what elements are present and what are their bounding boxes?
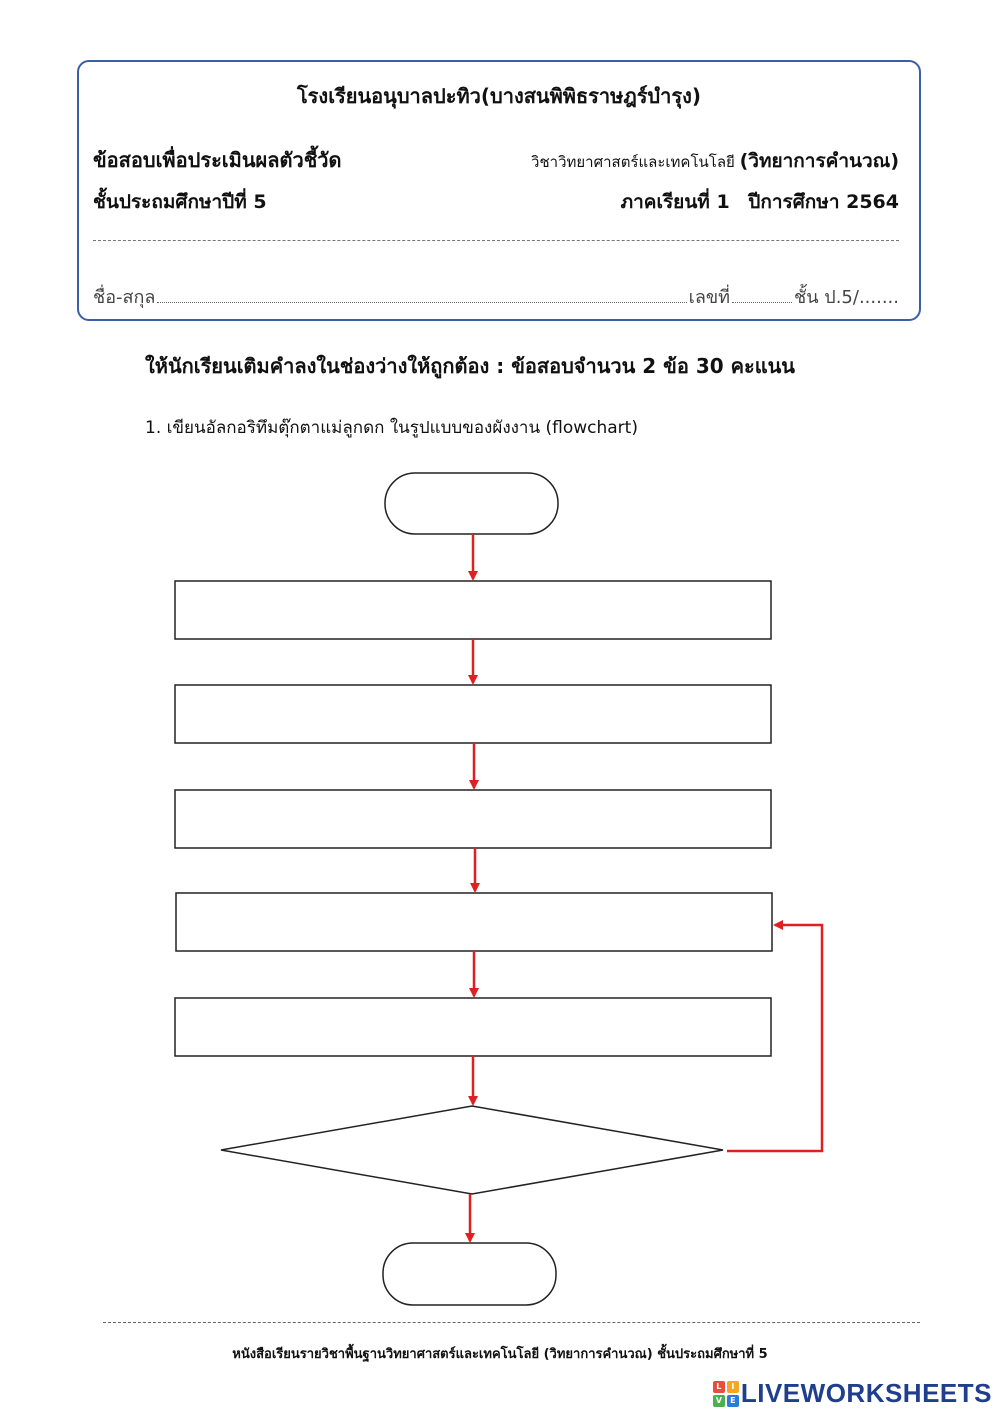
footer-divider bbox=[103, 1322, 920, 1323]
term: ภาคเรียนที่ 1 bbox=[620, 191, 730, 213]
process-box-1[interactable] bbox=[175, 581, 771, 639]
brand-name: LIVEWORKSHEETS bbox=[740, 1378, 992, 1408]
liveworksheets-brand bbox=[713, 1378, 992, 1409]
exam-title: ข้อสอบเพื่อประเมินผลตัวชี้วัด bbox=[93, 148, 342, 172]
process-box-2[interactable] bbox=[175, 685, 771, 743]
year: ปีการศึกษา 2564 bbox=[748, 191, 899, 213]
school-name: โรงเรียนอนุบาลปะทิว(บางสนพิพิธราษฎร์บำรุง) bbox=[296, 84, 702, 108]
liveworksheets-logo-icon bbox=[713, 1381, 739, 1407]
logo-letter-e: E bbox=[727, 1395, 739, 1407]
number-label: เลขที่ bbox=[688, 287, 731, 308]
end-terminal[interactable] bbox=[383, 1243, 556, 1305]
grade: ชั้นประถมศึกษาปีที่ 5 bbox=[93, 191, 267, 213]
question-1: 1. เขียนอัลกอริทึมตุ๊กตาแม่ลูกดก ในรูปแบบของผังงาน (flowchart) bbox=[145, 418, 638, 438]
logo-letter-l: L bbox=[713, 1381, 725, 1393]
start-terminal[interactable] bbox=[385, 473, 558, 534]
subject-prefix: วิชาวิทยาศาสตร์และเทคโนโลยี bbox=[531, 153, 735, 171]
instruction: ให้นักเรียนเติมคำลงในช่องว่างให้ถูกต้อง : ข้อสอบจำนวน 2 ข้อ 30 คะแนน bbox=[145, 354, 795, 378]
class-label: ชั้น ป.5/....... bbox=[794, 287, 899, 308]
process-box-5[interactable] bbox=[175, 998, 771, 1056]
process-box-4[interactable] bbox=[176, 893, 772, 951]
name-label: ชื่อ-สกุล bbox=[93, 287, 156, 308]
logo-letter-i: I bbox=[727, 1381, 739, 1393]
process-box-3[interactable] bbox=[175, 790, 771, 848]
logo-letter-v: V bbox=[713, 1395, 725, 1407]
decision-diamond[interactable] bbox=[221, 1106, 723, 1194]
footer-text: หนังสือเรียนรายวิชาพื้นฐานวิทยาศาสตร์และเทคโนโลยี (วิทยาการคำนวณ) ชั้นประถมศึกษาที่ 5 bbox=[232, 1347, 768, 1362]
subject-suffix: (วิทยาการคำนวณ) bbox=[739, 150, 899, 172]
